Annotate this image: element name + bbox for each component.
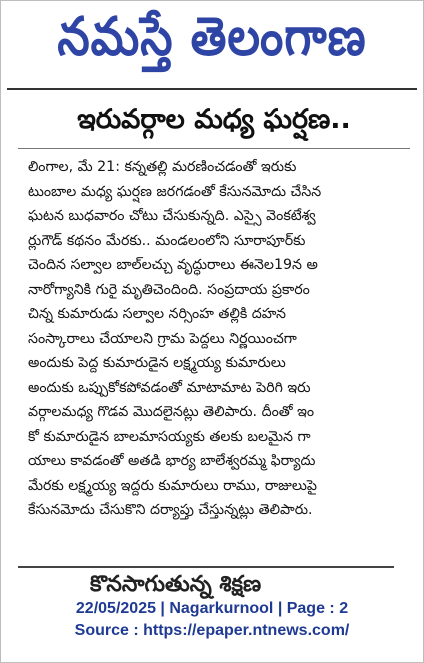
body-line: నారోగ్యానికి గురై మృతిచెందింది. సంప్రదాయ ప్రకారం [28,281,310,298]
body-line: మేరకు లక్ష్మయ్య ఇద్దరు కుమారులు రాము, రాజులుపై [28,477,317,494]
body-line: కో కుమారుడైన బాలమాసయ్యకు తలకు బలమైన గా [28,428,311,445]
newspaper-masthead [6,4,418,82]
body-line: అందుకు పెద్ద కుమారుడైన లక్ష్మయ్య కుమారులు [28,355,286,371]
body-line: టుంబాల మధ్య ఘర్షణ జరగడంతో కేసునమోదు చేసిన [28,183,322,200]
article-clipping [18,98,410,597]
footer-source-link[interactable]: Source : https://epaper.ntnews.com/ [74,622,350,639]
body-line: సంస్కారాలు చేయాలని గ్రామ పెద్దలు నిర్ణయించగా [28,330,297,347]
article-headline: ఇరువర్గాల మధ్య ఘర్షణ.. [18,98,410,149]
body-line: లింగాల, మే 21: కన్నతల్లి మరణించడంతో ఇరుకు [28,159,297,175]
body-line: ర్లుగౌడ్ కథనం మేరకు.. మండలంలోని సూరాపూర్‌కు [28,232,306,249]
body-line: అందుకు ఒప్పుకోకపోవడంతో మాటామాట పెరిగి ఇరు [28,379,311,396]
article-body [18,149,410,523]
body-line: చెందిన సల్వాల బాల్‌లచ్చు వృద్ధురాలు ఈనెల19న అ [28,257,318,273]
body-line: యాలు కావడంతో అతడి భార్య బాలేశ్వరమ్మ ఫిర్యాదు [28,453,316,469]
footer-date-edition-page: 22/05/2025 | Nagarkurnool | Page : 2 [75,600,349,617]
masthead-title: నమస్తే తెలంగాణ [57,5,367,68]
body-line: ఘటన బుధవారం చోటు చేసుకున్నది. ఎస్సై వెంకటేశ్వ [28,208,316,224]
body-line: కేసునమోదు చేసుకొని దర్యాప్తు చేస్తున్నట్లు తెలిపారు. [28,502,313,518]
body-line: చిన్న కుమారుడు సల్వాల నర్సింహ తల్లికి దహన [28,306,286,322]
masthead-divider [7,88,417,90]
next-article-headline-fragment: కొనసాగుతున్న శిక్షణ [90,572,262,597]
body-line: వర్గాలమధ్య గొడవ మొదలైనట్లు తెలిపారు. దీంతో ఇం [28,404,315,420]
